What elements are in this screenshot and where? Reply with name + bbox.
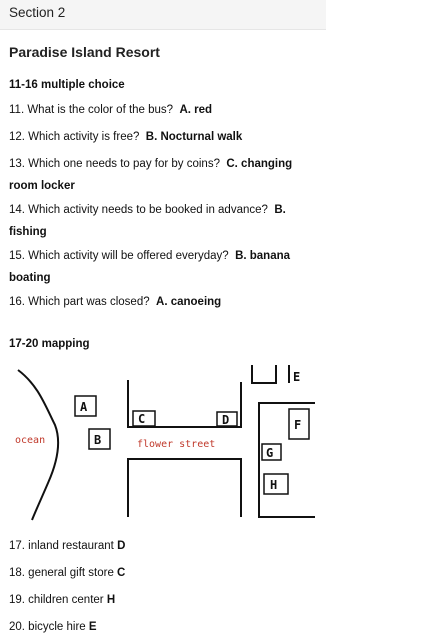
answer-letter: D	[117, 540, 126, 552]
answer-text: B. Nocturnal walk	[145, 131, 243, 143]
ocean-label: ocean	[15, 435, 46, 446]
map-label-g: G	[266, 446, 274, 460]
answer-19	[9, 594, 115, 606]
section-title: Section 2	[9, 5, 66, 20]
structure-e-outline	[252, 365, 276, 383]
question-11	[9, 99, 309, 121]
mc-heading: 11-16 multiple choice	[9, 79, 125, 91]
map-label-h: H	[270, 478, 278, 492]
answer-18	[9, 567, 125, 579]
section-header	[0, 0, 326, 30]
lower-block	[128, 459, 241, 517]
answer-text: C. changing room locker	[9, 158, 293, 192]
question-text: 15. Which activity will be offered everyday?	[9, 250, 229, 262]
answer-17	[9, 540, 125, 552]
page-title: Paradise Island Resort	[9, 44, 160, 60]
answer-text: A. red	[179, 104, 213, 116]
mapping-heading: 17-20 mapping	[9, 338, 90, 350]
answer-text: B. fishing	[9, 204, 286, 238]
question-text: 12. Which activity is free?	[9, 131, 140, 143]
answer-letter: H	[106, 594, 116, 606]
map-label-f: F	[294, 418, 302, 432]
map-label-a: A	[80, 400, 88, 414]
answer-question: 19. children center	[9, 594, 104, 606]
question-text: 16. Which part was closed?	[9, 296, 150, 308]
answer-20	[9, 621, 97, 633]
question-12	[9, 126, 309, 148]
answer-letter: C	[117, 567, 126, 579]
answer-question: 17. inland restaurant	[9, 540, 114, 552]
question-14	[9, 199, 309, 243]
map-label-d: D	[222, 413, 230, 427]
answer-question: 20. bicycle hire	[9, 621, 86, 633]
answer-text: A. canoeing	[156, 296, 222, 308]
map-label-c: C	[138, 412, 146, 426]
question-text: 13. Which one needs to pay for by coins?	[9, 158, 220, 170]
answer-letter: E	[88, 621, 97, 633]
street-label: flower street	[137, 439, 216, 450]
resort-map	[0, 365, 315, 525]
question-text: 14. Which activity needs to be booked in advance?	[9, 204, 268, 216]
question-13	[9, 153, 309, 197]
question-15	[9, 245, 309, 289]
map-label-e: E	[293, 370, 301, 384]
question-16	[9, 291, 309, 313]
map-label-b: B	[94, 433, 102, 447]
question-text: 11. What is the color of the bus?	[9, 104, 174, 116]
answer-text: B. banana boating	[9, 250, 291, 284]
answer-question: 18. general gift store	[9, 567, 114, 579]
